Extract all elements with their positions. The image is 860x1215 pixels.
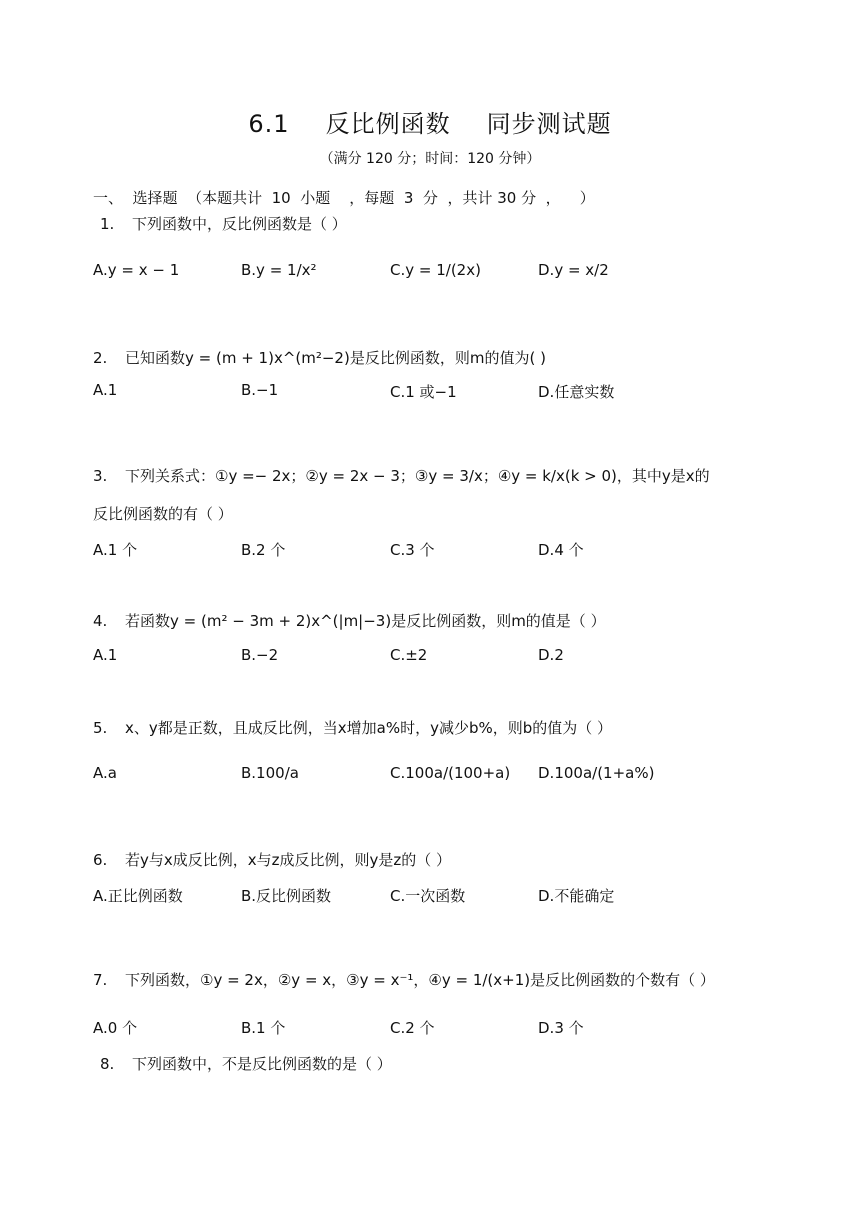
question-stem: 下列函数，①y = 2x，②y = x，③y = x⁻¹，④y = 1/(x+1)是反比例函数的个数有（ ） bbox=[125, 971, 715, 989]
option-a: A.1 个 bbox=[93, 541, 138, 559]
question-stem: 若函数y = (m² − 3m + 2)x^(|m|−3)是反比例函数，则m的值是（ ） bbox=[125, 612, 606, 630]
page-subtitle: （满分 120 分；时间：120 分钟） bbox=[319, 151, 541, 167]
option-a: A.a bbox=[93, 764, 117, 782]
question-number: 3. bbox=[93, 467, 108, 485]
option-c: C.一次函数 bbox=[390, 887, 466, 905]
page-title bbox=[0, 104, 860, 139]
question-4 bbox=[93, 610, 606, 631]
section-heading: 一、 选择题 （本题共计 10 小题 ，每题 3 分 ，共计 30 分 ， ） bbox=[93, 189, 595, 207]
option-d: D.不能确定 bbox=[538, 887, 615, 905]
option-d: D.任意实数 bbox=[538, 383, 615, 401]
option-b: B.−1 bbox=[241, 381, 279, 399]
question-6-options bbox=[93, 885, 793, 911]
option-b: B.−2 bbox=[241, 646, 279, 664]
question-number: 4. bbox=[93, 612, 108, 630]
option-a: A.1 bbox=[93, 381, 118, 399]
option-d: D.4 个 bbox=[538, 541, 584, 559]
option-b: B.2 个 bbox=[241, 541, 286, 559]
question-stem: 若y与x成反比例，x与z成反比例，则y是z的（ ） bbox=[125, 851, 452, 869]
question-8 bbox=[100, 1053, 392, 1074]
option-c: C.±2 bbox=[390, 646, 428, 664]
question-number: 2. bbox=[93, 349, 108, 367]
question-stem: 下列函数中，不是反比例函数的是（ ） bbox=[132, 1055, 392, 1073]
option-b: B.1 个 bbox=[241, 1019, 286, 1037]
question-number: 7. bbox=[93, 971, 108, 989]
question-1 bbox=[100, 213, 347, 234]
question-stem: 已知函数y = (m + 1)x^(m²−2)是反比例函数，则m的值为( ) bbox=[125, 349, 546, 367]
question-6 bbox=[93, 849, 451, 870]
option-a: A.1 bbox=[93, 646, 118, 664]
option-c: C.1 或−1 bbox=[390, 383, 457, 401]
option-a: A.0 个 bbox=[93, 1019, 138, 1037]
option-b: B.y = 1/x² bbox=[241, 261, 317, 279]
option-c: C.100a/(100+a) bbox=[390, 764, 511, 782]
question-number: 8. bbox=[100, 1055, 115, 1073]
question-stem: x、y都是正数，且成反比例，当x增加a%时，y减少b%，则b的值为（ ） bbox=[125, 719, 613, 737]
option-c: C.y = 1/(2x) bbox=[390, 261, 481, 279]
option-d: D.y = x/2 bbox=[538, 261, 609, 279]
question-3-line-2: 反比例函数的有（ ） bbox=[93, 505, 233, 523]
question-5 bbox=[93, 717, 612, 738]
option-b: B.反比例函数 bbox=[241, 887, 332, 905]
title-number: 6.1 bbox=[248, 110, 290, 138]
question-4-options bbox=[93, 646, 793, 672]
option-b: B.100/a bbox=[241, 764, 299, 782]
option-d: D.3 个 bbox=[538, 1019, 584, 1037]
option-a: A.正比例函数 bbox=[93, 887, 183, 905]
question-7-options bbox=[93, 1017, 793, 1043]
question-5-options bbox=[93, 764, 793, 790]
question-number: 6. bbox=[93, 851, 108, 869]
question-stem: 下列关系式：①y =− 2x；②y = 2x − 3；③y = 3/x；④y = k/x(k > 0)，其中y是x的 bbox=[125, 467, 710, 485]
title-tail: 同步测试题 bbox=[486, 110, 612, 138]
question-1-options bbox=[93, 261, 793, 287]
option-c: C.2 个 bbox=[390, 1019, 435, 1037]
question-2-options bbox=[93, 381, 793, 407]
option-a: A.y = x − 1 bbox=[93, 261, 180, 279]
option-c: C.3 个 bbox=[390, 541, 435, 559]
question-3-options bbox=[93, 539, 793, 565]
option-d: D.100a/(1+a%) bbox=[538, 764, 655, 782]
question-number: 1. bbox=[100, 215, 115, 233]
question-3 bbox=[93, 465, 710, 486]
question-2 bbox=[93, 347, 546, 368]
question-number: 5. bbox=[93, 719, 108, 737]
title-main: 反比例函数 bbox=[325, 110, 451, 138]
option-d: D.2 bbox=[538, 646, 564, 664]
question-stem: 下列函数中，反比例函数是（ ） bbox=[132, 215, 347, 233]
question-7 bbox=[93, 969, 715, 990]
